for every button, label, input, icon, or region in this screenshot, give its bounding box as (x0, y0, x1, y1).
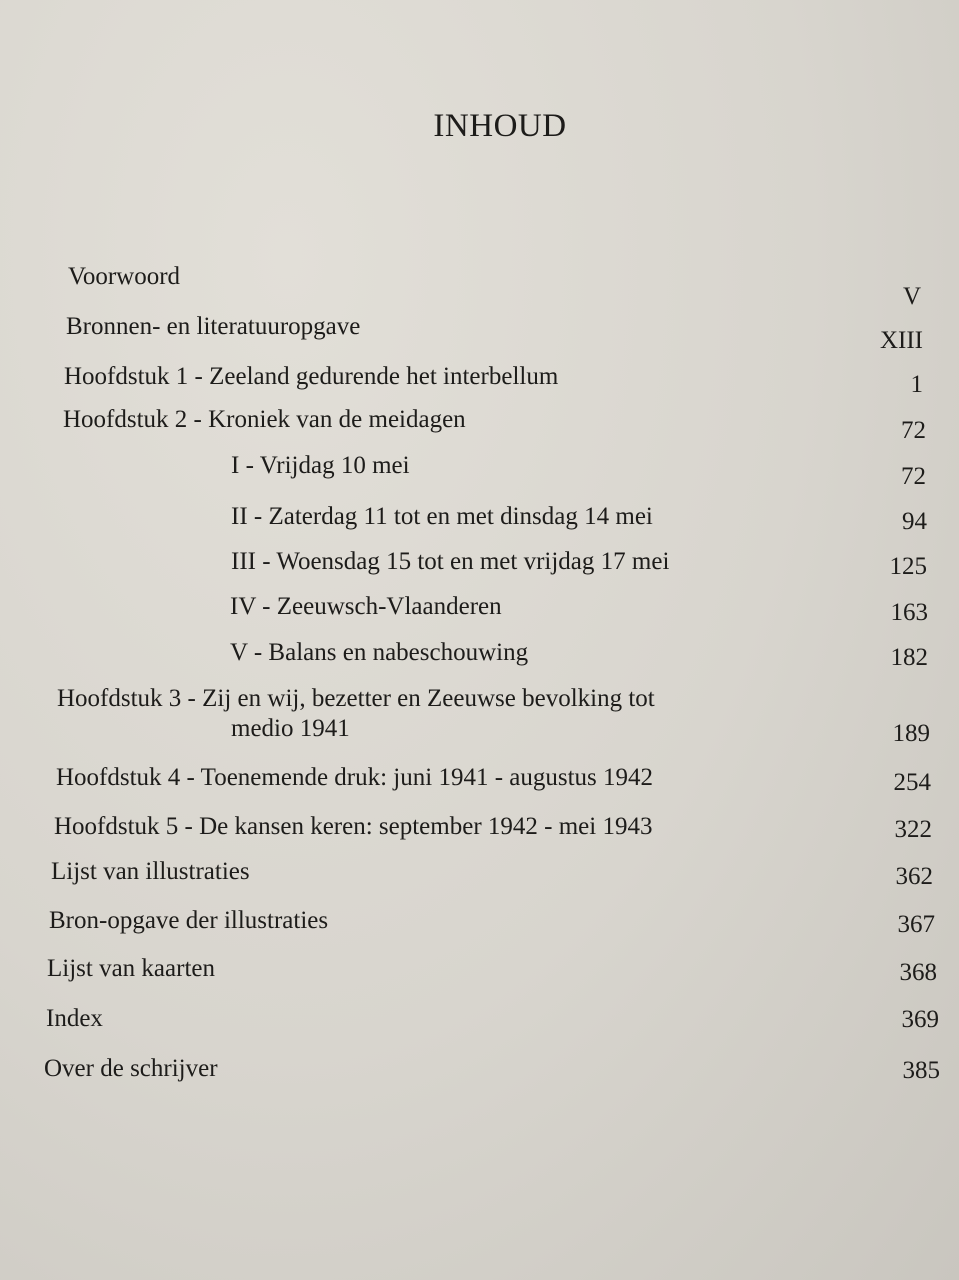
toc-entry-label: Hoofdstuk 5 - De kansen keren: september 1942 - mei 1943 (54, 813, 653, 840)
toc-entry-page: 362 (895, 863, 933, 890)
toc-entry-page: 72 (901, 417, 926, 444)
toc-entry-page: 368 (899, 959, 937, 986)
toc-entry-page: XIII (879, 327, 923, 354)
toc-entry-label: Hoofdstuk 2 - Kroniek van de meidagen (63, 406, 466, 433)
toc-subentry-label: II - Zaterdag 11 tot en met dinsdag 14 mei (231, 503, 653, 530)
toc-entry-label: Voorwoord (68, 263, 181, 290)
toc-subentry-label: V - Balans en nabeschouwing (230, 639, 529, 666)
toc-subentry-label: IV - Zeeuwsch-Vlaanderen (230, 593, 502, 620)
toc-entry-label-continued: medio 1941 (231, 715, 350, 742)
toc-entry-label: Hoofdstuk 1 - Zeeland gedurende het interbellum (64, 363, 559, 390)
toc-entry-page: 369 (901, 1006, 939, 1033)
toc-entry-label: Bron-opgave der illustraties (49, 907, 329, 934)
toc-entry-label: Over de schrijver (44, 1055, 218, 1082)
toc-entry-page: V (902, 283, 921, 310)
toc-entry-label: Lijst van kaarten (47, 955, 215, 982)
toc-entry-label: Hoofdstuk 4 - Toenemende druk: juni 1941 - augustus 1942 (56, 764, 654, 791)
toc-entry-page: 72 (901, 463, 926, 490)
toc-entry-label: Lijst van illustraties (51, 858, 250, 885)
toc-entry-page: 189 (892, 720, 930, 747)
toc-entry-page: 163 (890, 599, 928, 626)
toc-entry-page: 125 (889, 553, 927, 580)
toc-entry-page: 322 (894, 816, 932, 843)
toc-entry-page: 367 (897, 911, 935, 938)
toc-entry-page: 254 (893, 769, 931, 796)
toc-entry-page: 385 (902, 1057, 940, 1084)
toc-subentry-label: III - Woensdag 15 tot en met vrijdag 17 mei (231, 548, 670, 575)
toc-entry-label: Hoofdstuk 3 - Zij en wij, bezetter en Zeeuwse bevolking tot (57, 685, 655, 712)
toc-entry-label: Bronnen- en literatuuropgave (66, 313, 361, 340)
toc-entry-page: 182 (890, 644, 928, 671)
toc-subentry-label: I - Vrijdag 10 mei (231, 452, 410, 479)
toc-entry-page: 94 (902, 508, 927, 535)
toc-entry-page: 1 (910, 371, 923, 398)
toc-entry-label: Index (46, 1005, 103, 1032)
page-title: INHOUD (433, 108, 567, 144)
